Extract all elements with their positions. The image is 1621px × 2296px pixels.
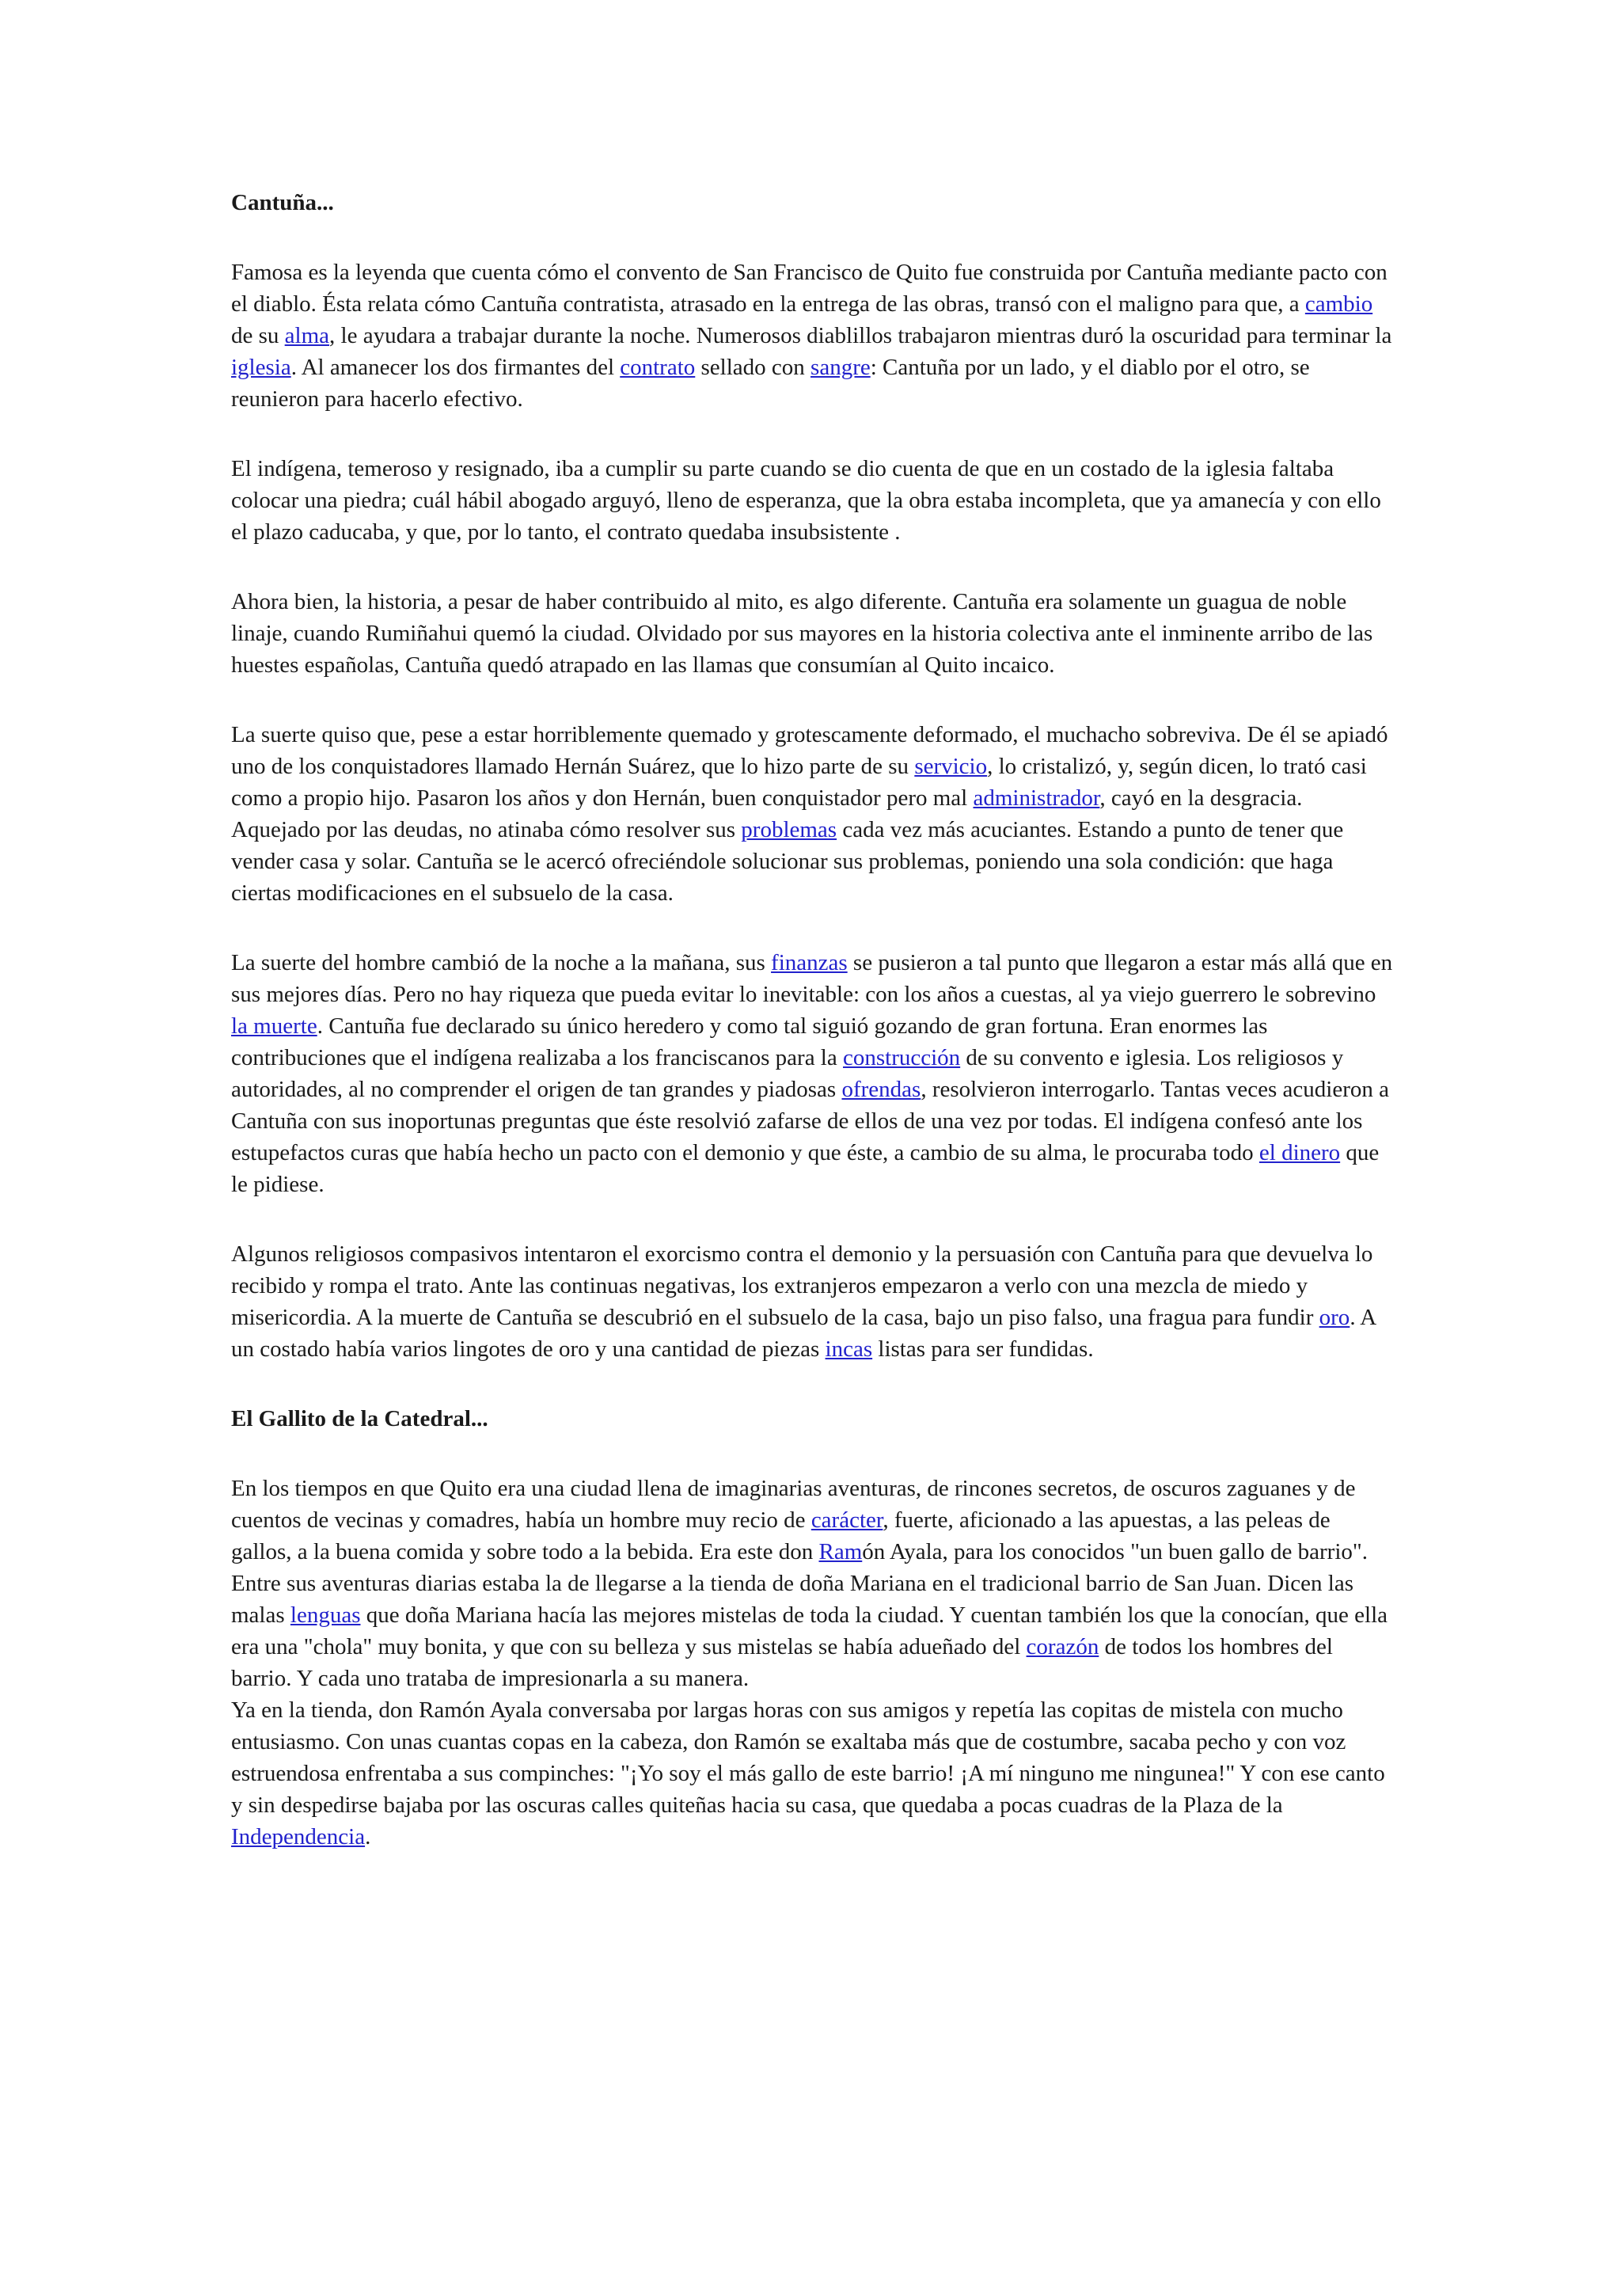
inline-link[interactable]: el dinero bbox=[1258, 1140, 1341, 1165]
section-cantuna bbox=[231, 187, 1395, 1365]
paragraph bbox=[231, 1238, 1395, 1365]
inline-link[interactable]: incas bbox=[825, 1336, 873, 1362]
inline-link[interactable]: oro bbox=[1319, 1305, 1350, 1330]
paragraph-text: Famosa es la leyenda que cuenta cómo el convento de San Francisco de Quito fue construida por Cantuña mediante pacto con el diablo. Ésta relata cómo Cantuña contratista, atrasado en la entrega de las obras, transó con el maligno para que, a bbox=[231, 260, 1388, 317]
inline-link[interactable]: alma bbox=[284, 323, 330, 348]
paragraph-text: sellado con bbox=[695, 355, 811, 380]
inline-link[interactable]: la muerte bbox=[231, 1013, 317, 1039]
paragraph-text: , le ayudara a trabajar durante la noche. Numerosos diablillos trabajaron mientras duró la oscuridad para terminar la bbox=[329, 323, 1392, 348]
inline-link[interactable]: Ram bbox=[818, 1539, 863, 1564]
paragraph-text: . A un costado había varios lingotes de oro y una cantidad de piezas bbox=[231, 1305, 1376, 1362]
section-title: El Gallito de la Catedral... bbox=[231, 1406, 488, 1431]
paragraph-text: , fuerte, aficionado a las apuestas, a las peleas de gallos, a la buena comida y sobre todo a la bebida. Era este don bbox=[231, 1507, 1331, 1564]
inline-link[interactable]: ofrendas bbox=[841, 1077, 921, 1102]
paragraph-text: que doña Mariana hacía las mejores mistelas de toda la ciudad. Y cuentan también los que la conocían, que ella era una "chola" muy bonita, y que con su belleza y sus mistelas se había adueñado del bbox=[231, 1602, 1388, 1659]
paragraph-text: de su bbox=[231, 323, 285, 348]
inline-link[interactable]: contrato bbox=[620, 355, 696, 380]
paragraph-text: : Cantuña por un lado, y el diablo por el otro, se reunieron para hacerlo efectivo. bbox=[231, 355, 1310, 412]
paragraph-text: Entre sus aventuras diarias estaba la de llegarse a la tienda de doña Mariana en el tradicional barrio de San Juan. Dicen las malas bbox=[231, 1571, 1354, 1628]
paragraph-text: La suerte del hombre cambió de la noche a la mañana, sus bbox=[231, 950, 772, 975]
inline-link[interactable]: servicio bbox=[914, 754, 988, 779]
paragraph-text: de su convento e iglesia. Los religiosos y autoridades, al no comprender el origen de tan grandes y piadosas bbox=[231, 1045, 1344, 1102]
inline-link[interactable]: problemas bbox=[741, 817, 837, 842]
inline-link[interactable]: corazón bbox=[1026, 1634, 1099, 1659]
paragraph-text: La suerte quiso que, pese a estar horriblemente quemado y grotescamente deformado, el muchacho sobreviva. De él se apiadó uno de los conquistadores llamado Hernán Suárez, que lo hizo parte de su bbox=[231, 722, 1388, 779]
paragraph-text: Ya en la tienda, don Ramón Ayala conversaba por largas horas con sus amigos y repetía las copitas de mistela con mucho entusiasmo. Con unas cuantas copas en la cabeza, don Ramón se exaltaba más que de costumbre, sacaba pecho y con voz estruendosa enfrentaba a sus compinches: "¡Yo soy el más gallo de este barrio! ¡A mí ninguno me ningunea!" Y con ese canto y sin despedirse bajaba por las oscuras calles quiteñas hacia su casa, que quedaba a pocas cuadras de la Plaza de la bbox=[231, 1697, 1385, 1818]
inline-link[interactable]: iglesia bbox=[231, 355, 291, 380]
document-body bbox=[231, 187, 1395, 1853]
inline-link[interactable]: cambio bbox=[1304, 291, 1373, 317]
inline-link[interactable]: carácter bbox=[810, 1507, 883, 1533]
inline-link[interactable]: administrador bbox=[973, 785, 1100, 811]
paragraph bbox=[231, 453, 1395, 548]
paragraph bbox=[231, 257, 1395, 415]
paragraph bbox=[231, 947, 1395, 1200]
paragraph-text: En los tiempos en que Quito era una ciudad llena de imaginarias aventuras, de rincones secretos, de oscuros zaguanes y de cuentos de vecinas y comadres, había un hombre muy recio de bbox=[231, 1476, 1356, 1533]
paragraph-text: , lo cristalizó, y, según dicen, lo trató casi como a propio hijo. Pasaron los años y don Hernán, buen conquistador pero mal bbox=[231, 754, 1367, 811]
paragraph-text: . Al amanecer los dos firmantes del bbox=[290, 355, 621, 380]
inline-link[interactable]: construcción bbox=[843, 1045, 961, 1070]
inline-link[interactable]: finanzas bbox=[771, 950, 848, 975]
paragraph-text: se pusieron a tal punto que llegaron a estar más allá que en sus mejores días. Pero no hay riqueza que pueda evitar lo inevitable: con los años a cuestas, al ya viejo guerrero le sobrevino bbox=[231, 950, 1393, 1007]
paragraph-text: ón Ayala, para los conocidos "un buen gallo de barrio". bbox=[862, 1539, 1368, 1564]
paragraph bbox=[231, 719, 1395, 909]
paragraph bbox=[231, 1473, 1395, 1568]
inline-link[interactable]: Independencia bbox=[231, 1824, 366, 1849]
paragraph-text: , resolvieron interrogarlo. Tantas veces acudieron a Cantuña con sus inoportunas preguntas que éste resolvió zafarse de ellos de una vez por todas. El indígena confesó ante los estupefactos curas que había hecho un pacto con el demonio y que éste, a cambio de su alma, le procuraba todo bbox=[231, 1077, 1390, 1165]
paragraph-text: de todos los hombres del barrio. Y cada uno trataba de impresionarla a su manera. bbox=[231, 1634, 1333, 1691]
paragraph-text: El indígena, temeroso y resignado, iba a cumplir su parte cuando se dio cuenta de que en un costado de la iglesia faltaba colocar una piedra; cuál hábil abogado arguyó, lleno de esperanza, que la obra estaba incompleta, que ya amanecía y con ello el plazo caducaba, y que, por lo tanto, el contrato quedaba insubsistente . bbox=[231, 456, 1381, 545]
paragraph-text: listas para ser fundidas. bbox=[872, 1336, 1094, 1362]
paragraph-text: cada vez más acuciantes. Estando a punto de tener que vender casa y solar. Cantuña se le acercó ofreciéndole solucionar sus problemas, poniendo una sola condición: que haga ciertas modificaciones en el subsuelo de la casa. bbox=[231, 817, 1344, 906]
paragraph-text: , cayó en la desgracia. Aquejado por las deudas, no atinaba cómo resolver sus bbox=[231, 785, 1303, 842]
paragraph-text: Ahora bien, la historia, a pesar de haber contribuido al mito, es algo diferente. Cantuña era solamente un guagua de noble linaje, cuando Rumiñahui quemó la ciudad. Olvidado por sus mayores en la historia colectiva ante el inminente arribo de las huestes españolas, Cantuña quedó atrapado en las llamas que consumían al Quito incaico. bbox=[231, 589, 1373, 678]
paragraph bbox=[231, 1568, 1395, 1694]
section-gallito bbox=[231, 1403, 1395, 1853]
section-title: Cantuña... bbox=[231, 190, 334, 215]
paragraph-text: Algunos religiosos compasivos intentaron el exorcismo contra el demonio y la persuasión con Cantuña para que devuelva lo recibido y rompa el trato. Ante las continuas negativas, los extranjeros empezaron a verlo con una mezcla de miedo y misericordia. A la muerte de Cantuña se descubrió en el subsuelo de la casa, bajo un piso falso, una fragua para fundir bbox=[231, 1241, 1373, 1330]
paragraph-text: . Cantuña fue declarado su único heredero y como tal siguió gozando de gran fortuna. Eran enormes las contribuciones que el indígena realizaba a los franciscanos para la bbox=[231, 1013, 1268, 1070]
paragraph bbox=[231, 586, 1395, 681]
inline-link[interactable]: lenguas bbox=[290, 1602, 361, 1628]
paragraph bbox=[231, 1694, 1395, 1853]
paragraph-text: que le pidiese. bbox=[231, 1140, 1380, 1197]
inline-link[interactable]: sangre bbox=[810, 355, 871, 380]
paragraph-text: . bbox=[365, 1824, 371, 1849]
